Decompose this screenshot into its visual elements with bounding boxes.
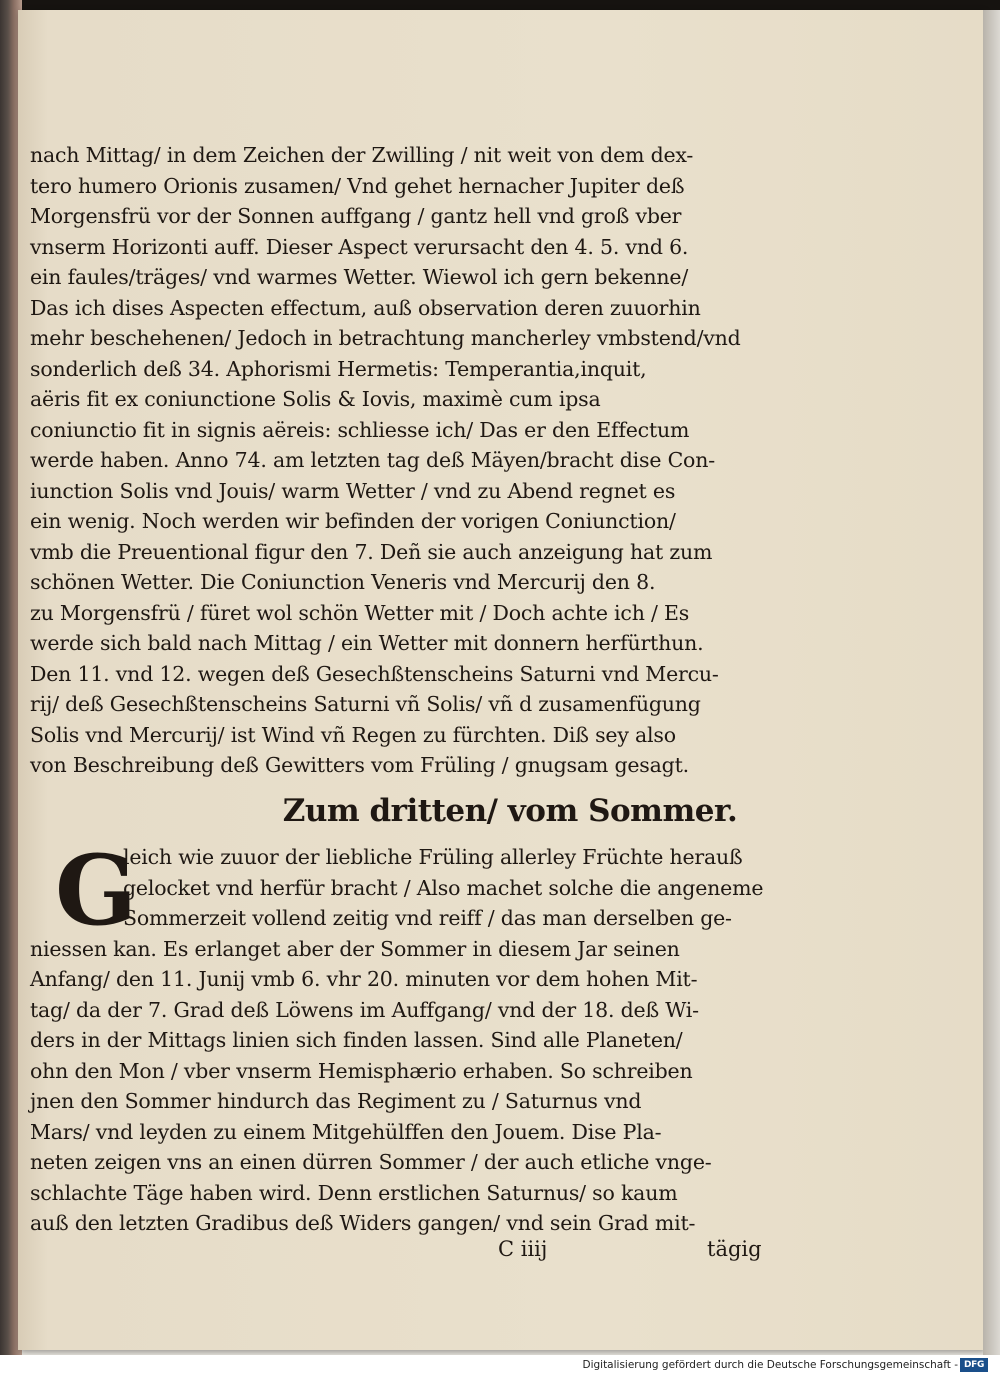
funding-credit: Digitalisierung gefördert durch die Deutsche Forschungsgemeinschaft - — [582, 1359, 958, 1371]
text-line: sonderlich deß 34. Aphorismi Hermetis: Temperantia,inquit, — [30, 356, 647, 381]
text-line: gelocket vnd herfür bracht / Also machet solche die angeneme — [123, 875, 764, 900]
text-line: werde haben. Anno 74. am letzten tag deß Mäyen/bracht dise Con- — [30, 448, 715, 472]
text-line: Mars/ vnd leyden zu einem Mitgehülffen den Jouem. Dise Pla- — [30, 1119, 662, 1144]
scan-right-border — [983, 10, 1000, 1355]
text-line: Anfang/ den 11. Junij vmb 6. vhr 20. minuten vor dem hohen Mit- — [30, 967, 698, 991]
text-line: coniunctio fit in signis aëreis: schliesse ich/ Das er den Effectum — [30, 417, 690, 442]
text-line: schlachte Täge haben wird. Denn erstlichen Saturnus/ so kaum — [30, 1180, 678, 1205]
section-heading: Zum dritten/ vom Sommer. — [282, 793, 738, 829]
drop-cap-initial: G — [55, 834, 137, 947]
text-line: schönen Wetter. Die Coniunction Veneris vnd Mercurij den 8. — [30, 570, 656, 594]
text-line: rij/ deß Gesechßtenscheins Saturni vñ Solis/ vñ d zusamenfügung — [30, 692, 701, 716]
page-footer — [0, 1234, 1000, 1264]
text-line: Sommerzeit vollend zeitig vnd reiff / das man derselben ge- — [123, 906, 732, 930]
text-line: neten zeigen vns an einen dürren Sommer / der auch etliche vnge- — [30, 1150, 712, 1174]
text-line: ders in der Mittags linien sich finden lassen. Sind alle Planeten/ — [30, 1028, 683, 1052]
text-line: vnserm Horizonti auff. Dieser Aspect verursacht den 4. 5. vnd 6. — [30, 234, 689, 259]
text-line: werde sich bald nach Mittag / ein Wetter mit donnern herfürthun. — [30, 631, 704, 655]
text-line: iunction Solis vnd Jouis/ warm Wetter / vnd zu Abend regnet es — [30, 478, 676, 503]
text-line: ohn den Mon / vber vnserm Hemisphærio erhaben. So schreiben — [30, 1058, 693, 1083]
text-line: auß den letzten Gradibus deß Widers gangen/ vnd sein Grad mit- — [30, 1211, 696, 1235]
text-line: mehr beschehenen/ Jedoch in betrachtung mancherley vmbstend/vnd — [30, 326, 741, 350]
paragraph-1 — [30, 140, 770, 781]
text-line: Solis vnd Mercurij/ ist Wind vñ Regen zu fürchten. Diß sey also — [30, 722, 676, 747]
text-line: Den 11. vnd 12. wegen deß Gesechßtenscheins Saturni vnd Mercu- — [30, 661, 719, 686]
text-line: Das ich dises Aspecten effectum, auß observation deren zuuorhin — [30, 295, 701, 320]
paragraph-2 — [30, 834, 780, 1239]
dfg-logo-icon: DFG — [960, 1358, 988, 1372]
text-line: von Beschreibung deß Gewitters vom Früling / gnugsam gesagt. — [30, 753, 689, 777]
text-line: vmb die Preuentional figur den 7. Deñ sie auch anzeigung hat zum — [30, 539, 713, 564]
text-line: ein wenig. Noch werden wir befinden der vorigen Coniunction/ — [30, 509, 676, 533]
credit-bar — [0, 1355, 1000, 1376]
text-line: ein faules/träges/ vnd warmes Wetter. Wiewol ich gern bekenne/ — [30, 265, 689, 289]
text-line: Morgensfrü vor der Sonnen auffgang / gantz hell vnd groß vber — [30, 204, 682, 228]
text-line: aëris fit ex coniunctione Solis & Iovis, maximè cum ipsa — [30, 387, 601, 411]
text-line: nach Mittag/ in dem Zeichen der Zwilling / nit weit von dem dex- — [30, 143, 694, 167]
text-line: tag/ da der 7. Grad deß Löwens im Auffgang/ vnd der 18. deß Wi- — [30, 997, 699, 1022]
text-line: zu Morgensfrü / füret wol schön Wetter mit / Doch achte ich / Es — [30, 600, 690, 625]
text-line: niessen kan. Es erlanget aber der Sommer in diesem Jar seinen — [30, 936, 680, 961]
signature-mark: C iiij — [498, 1237, 548, 1261]
text-line: tero humero Orionis zusamen/ Vnd gehet hernacher Jupiter deß — [30, 173, 685, 198]
text-line: leich wie zuuor der liebliche Früling allerley Früchte herauß — [123, 845, 743, 869]
catchword: tägig — [707, 1237, 762, 1261]
text-line: jnen den Sommer hindurch das Regiment zu / Saturnus vnd — [30, 1089, 642, 1113]
